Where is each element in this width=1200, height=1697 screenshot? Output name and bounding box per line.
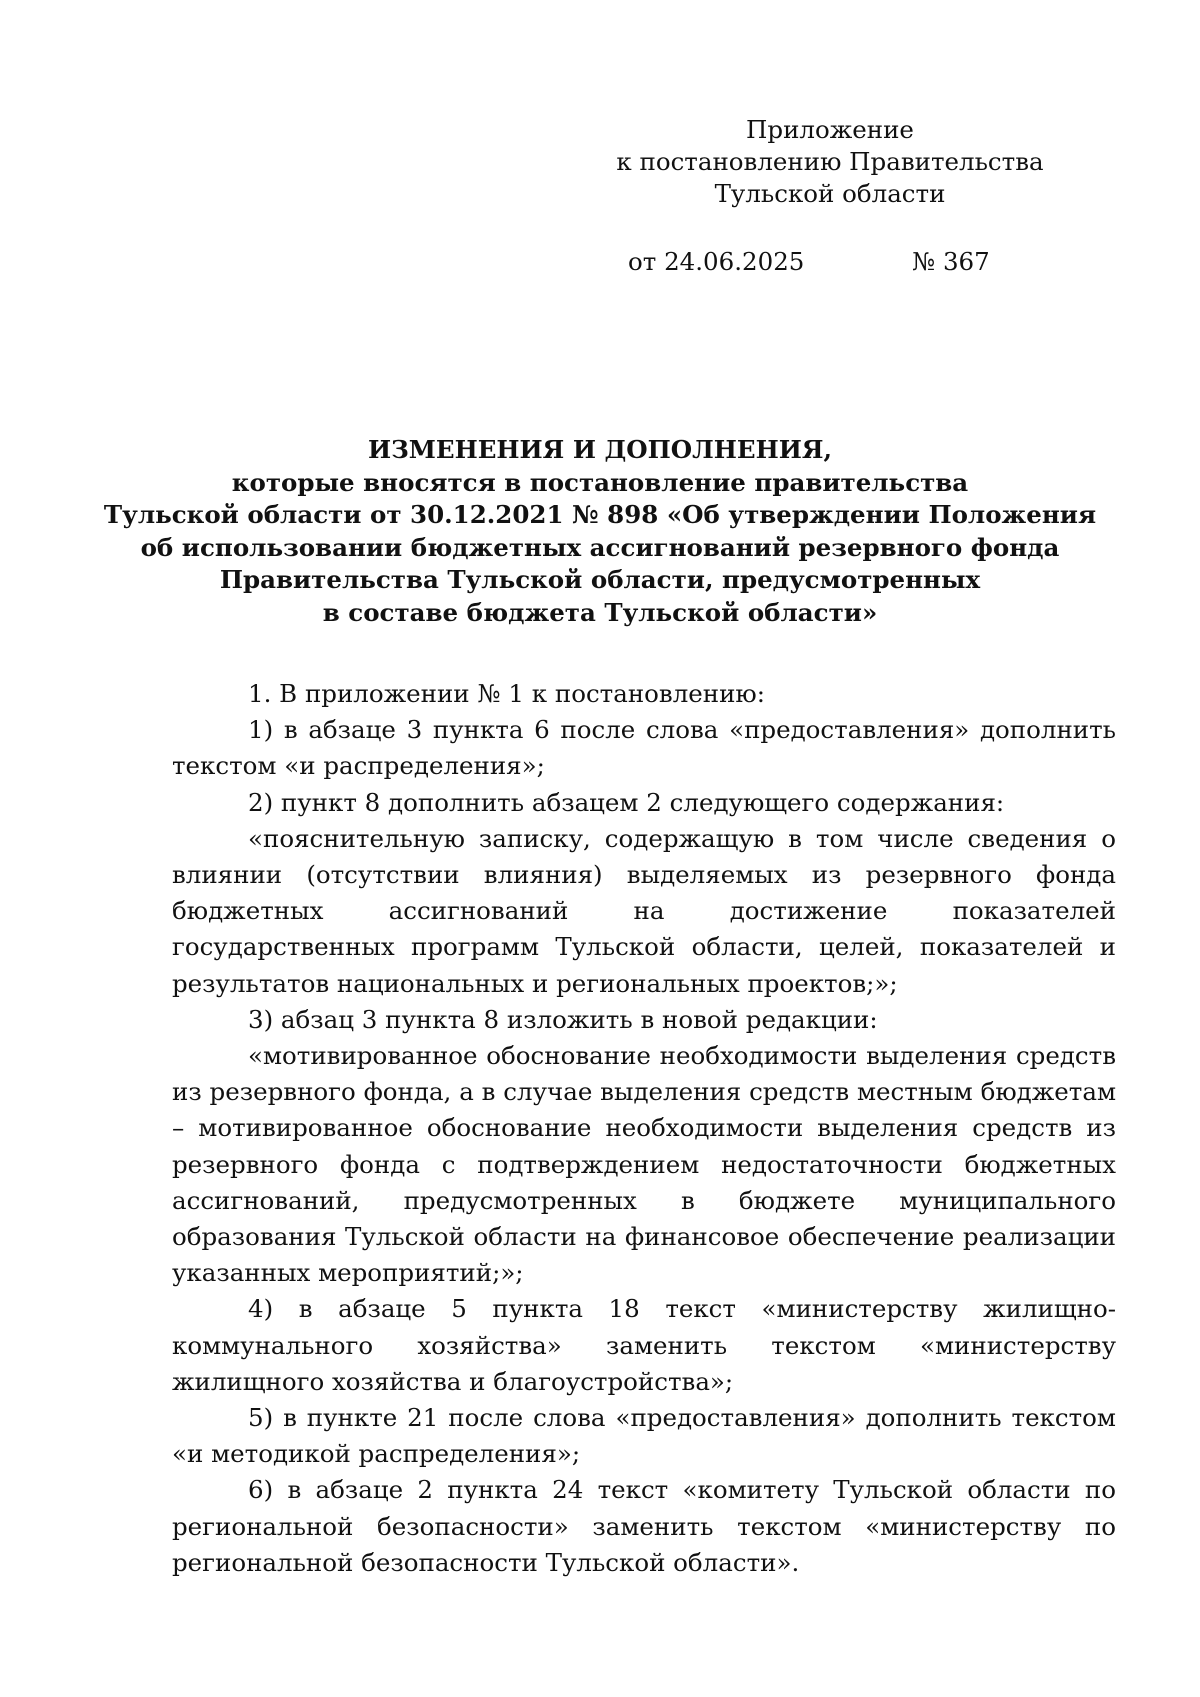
appendix-line-2: к постановлению Правительства: [616, 147, 1044, 176]
title-line: об использовании бюджетных ассигнований резервного фонда: [140, 532, 1060, 562]
appendix-line-3: Тульской области: [714, 179, 946, 208]
title-line: Тульской области от 30.12.2021 № 898 «Об утверждении Положения: [103, 500, 1097, 529]
body-paragraph: 1) в абзаце 3 пункта 6 после слова «предоставления» дополнить текстом «и распределения»;: [172, 715, 1116, 781]
body-paragraph: 2) пункт 8 дополнить абзацем 2 следующего содержания:: [248, 787, 1005, 817]
title-line: Правительства Тульской области, предусмотренных: [219, 565, 981, 594]
body-paragraph: 4) в абзаце 5 пункта 18 текст «министерству жилищно-коммунального хозяйства» заменить текстом «министерству жилищного хозяйства и благоустройства»;: [172, 1294, 1116, 1396]
appendix-title: Приложение: [746, 115, 914, 144]
body-paragraph: «мотивированное обоснование необходимости выделения средств из резервного фонда, а в случае выделения средств местным бюджетам – мотивированное обоснование необходимости выделения средств из резервного фонда с подтверждением недостаточности бюджетных ассигнований, предусмотренных в бюджете муниципального образования Тульской области на финансовое обеспечение реализации указанных мероприятий;»;: [172, 1041, 1116, 1288]
body-paragraph: 1. В приложении № 1 к постановлению:: [248, 679, 766, 708]
body-paragraph: 5) в пункте 21 после слова «предоставления» дополнить текстом «и методикой распределения»;: [172, 1403, 1116, 1469]
title-line: которые вносятся в постановление правительства: [231, 467, 969, 497]
document-body: [172, 676, 1116, 1581]
title-line: ИЗМЕНЕНИЯ И ДОПОЛНЕНИЯ,: [367, 435, 833, 464]
document-title: [100, 434, 1100, 629]
approval-number: № 367: [912, 247, 990, 276]
approval-date: от 24.06.2025: [628, 247, 805, 276]
body-paragraph: 3) абзац 3 пункта 8 изложить в новой редакции:: [248, 1004, 878, 1034]
appendix-header: [560, 114, 1100, 210]
body-paragraph: 6) в абзаце 2 пункта 24 текст «комитету Тульской области по региональной безопасности» заменить текстом «министерству по региональной безопасности Тульской области».: [172, 1475, 1116, 1577]
title-line: в составе бюджета Тульской области»: [322, 597, 878, 627]
body-paragraph: «пояснительную записку, содержащую в том числе сведения о влиянии (отсутствии влияния) выделяемых из резервного фонда бюджетных ассигнований на достижение показателей государственных программ Тульской области, целей, показателей и результатов национальных и региональных проектов;»;: [172, 823, 1116, 998]
